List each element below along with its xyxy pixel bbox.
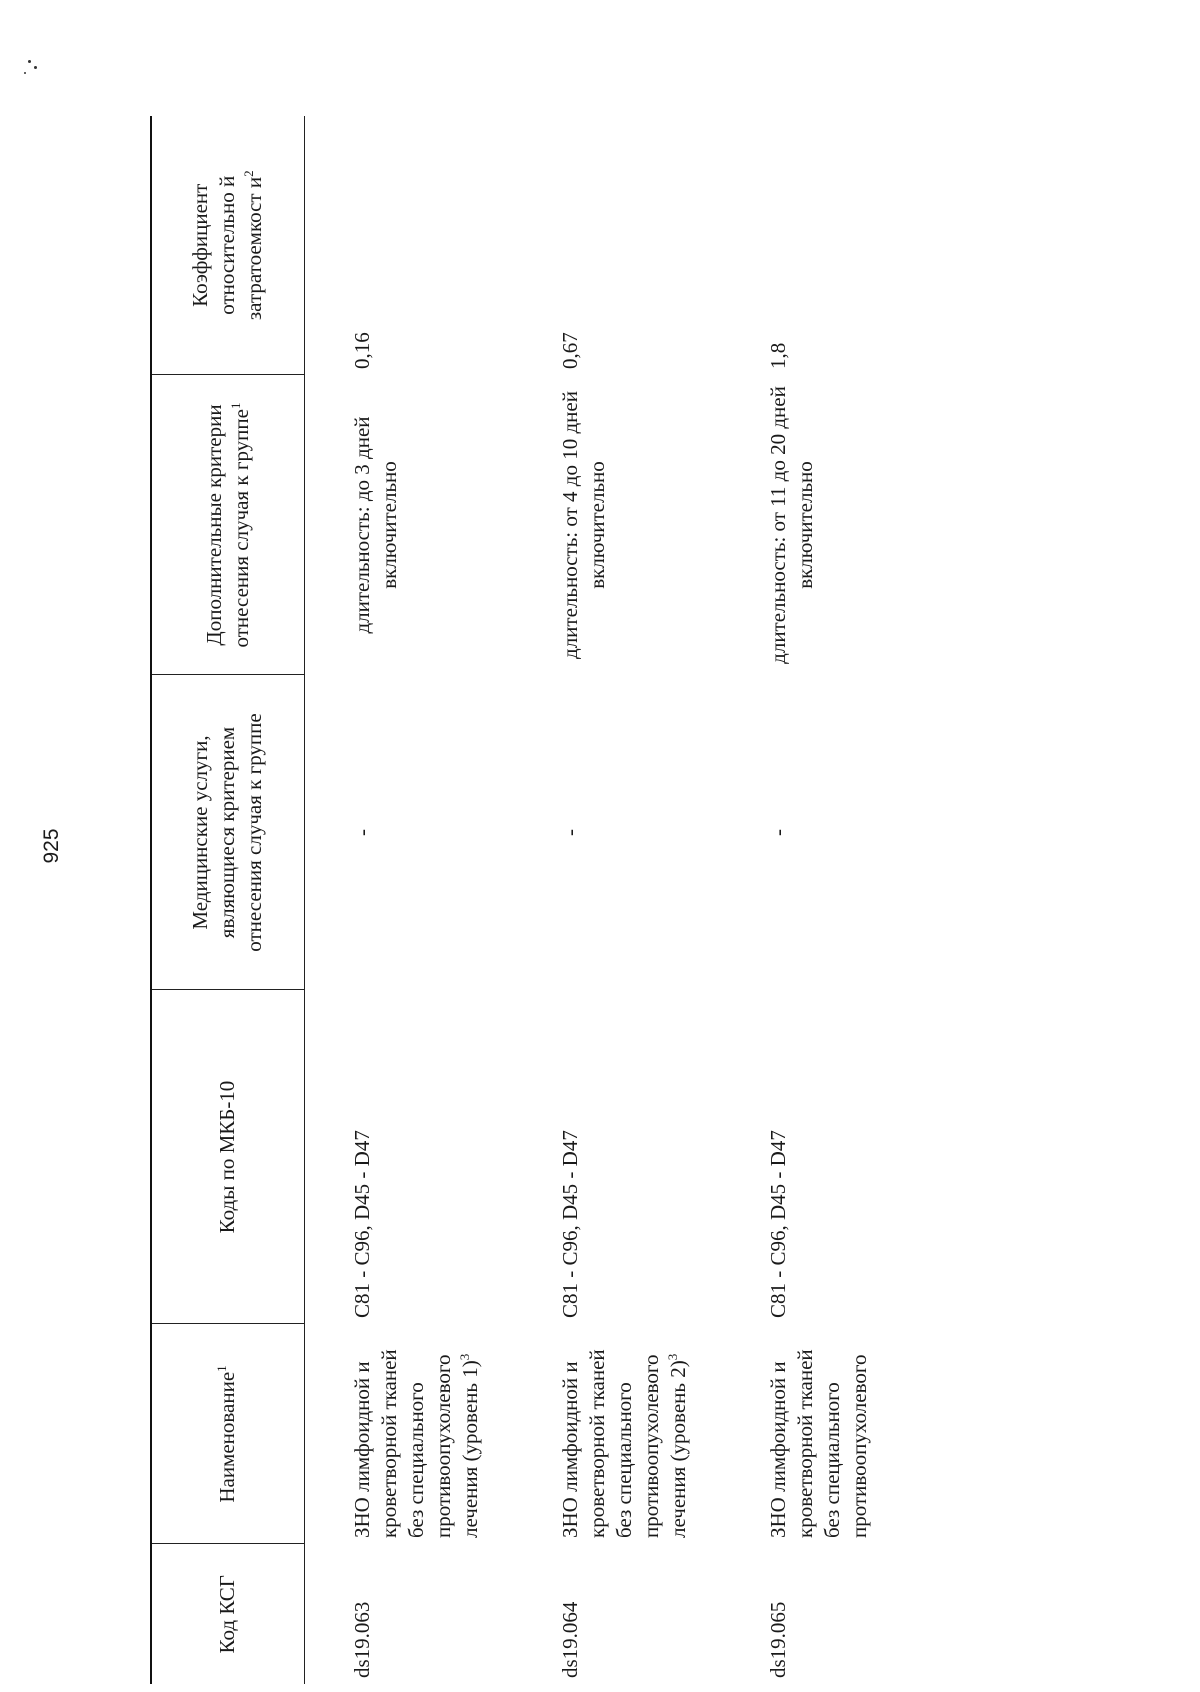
cell-name: ЗНО лимфоидной и кроветворной тканей без специального противоопухолевого лечения (уровень 1)$^3$ [349,1349,482,1538]
cell-coef: 1,8 [765,342,790,369]
cell-services: - [349,829,374,836]
cell-name: ЗНО лимфоидной и кроветворной тканей без специального противоопухолевого лечения (уровень 2)$^3$ [557,1349,690,1538]
rotated-table-container [150,116,1200,1684]
cell-criteria: длительность: от 4 до 10 дней включительно [557,391,609,659]
cell-icd: C81 - C96, D45 - D47 [349,1130,374,1318]
scan-speck [28,60,31,63]
ksg-table [150,116,973,1684]
cell-coef: 0,16 [349,332,374,369]
table-row [349,116,557,1684]
cell-coef: 0,67 [557,332,582,369]
page-number: 925 [40,828,63,864]
cell-criteria: длительность: до 3 дней включительно [349,416,401,634]
header-criteria: Дополнительные критерии отнесения случая к группе$^1$ [151,375,304,675]
header-icd: Коды по МКБ-10 [151,990,304,1324]
table-row [557,116,765,1684]
cell-code: ds19.065 [765,1601,790,1678]
header-name: Наименование$^1$ [151,1324,304,1544]
header-services: Медицинские услуги, являющиеся критерием отнесения случая к группе [151,675,304,990]
table-row [765,116,973,1684]
header-coef: Коэффициент относительно й затратоемкост $и^2$ [151,116,304,375]
scan-speck [24,72,26,74]
table-header-row [151,116,304,1684]
cell-services: - [557,829,582,836]
scan-speck [34,66,37,69]
cell-services: - [765,829,790,836]
cell-criteria: длительность: от 11 до 20 дней включительно [765,386,817,664]
spacer-row [304,116,349,1684]
cell-icd: C81 - C96, D45 - D47 [765,1130,790,1318]
cell-code: ds19.063 [349,1601,374,1678]
cell-code: ds19.064 [557,1601,582,1678]
header-code: Код КСГ [151,1544,304,1684]
cell-icd: C81 - C96, D45 - D47 [557,1130,582,1318]
cell-name: ЗНО лимфоидной и кроветворной тканей без специального противоопухолевого [765,1349,871,1538]
